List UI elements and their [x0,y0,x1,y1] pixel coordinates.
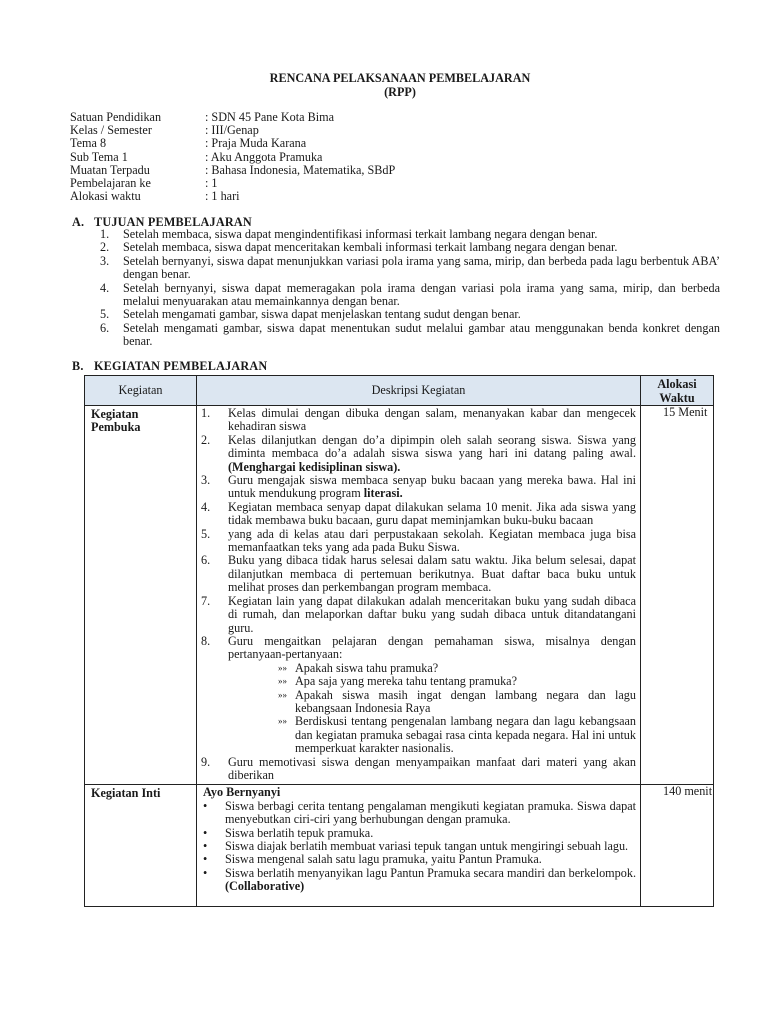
identity-label: Satuan Pendidikan [70,110,162,124]
objective-number: 2. [100,240,110,255]
table-row-inti [85,785,713,906]
activity-item [201,501,636,528]
identity-label: Tema 8 [70,136,107,151]
question-text: Apakah siswa masih ingat dengan lambang negara dan lagu kebangsaan Indonesia Raya [295,687,636,715]
identity-value: : SDN 45 Pane Kota Bima [205,110,334,124]
header-deskripsi: Deskripsi Kegiatan [197,376,641,405]
question-item [278,715,636,755]
identity-label: Alokasi waktu [70,189,141,204]
activity-number: 2. [201,432,211,447]
table-header [85,376,713,406]
bullet-icon: • [203,852,208,867]
pembuka-description [197,406,641,784]
question-item [278,662,636,675]
bullet-icon: • [203,839,208,853]
text-segment: Siswa berbagi cerita tentang pengalaman mengikuti kegiatan pramuka. Siswa dapat menyebutkan ciri-ciri yang berhubungan dengan pramuka. [225,798,636,827]
question-list [228,662,636,756]
activity-text [228,554,636,594]
document-subtitle: (RPP) [384,85,416,99]
question-text: Apa saja yang mereka tahu tentang pramuka? [295,674,517,689]
objective-number: 4. [100,280,110,295]
objective-item [100,308,720,321]
identity-label: Sub Tema 1 [70,149,128,164]
table-row-pembuka [85,406,713,785]
objective-item [100,282,720,309]
activity-text [228,434,636,474]
objective-item [100,322,720,349]
document-title: RENCANA PELAKSANAAN PEMBELAJARAN [269,71,531,85]
question-text: Apakah siswa tahu pramuka? [295,660,439,675]
text-segment: Siswa berlatih tepuk pramuka. [225,825,374,840]
header-alokasi: Alokasi Waktu [657,376,697,405]
text-segment: Siswa mengenal salah satu lagu pramuka, yaitu Pantun Pramuka. [225,852,542,867]
identity-label: Muatan Terpadu [70,162,150,177]
bold-text: literasi. [363,486,403,501]
text-segment: Guru memotivasi siswa dengan menyampaikan manfaat dari materi yang akan diberikan [228,754,636,782]
activity-paragraph [228,756,636,783]
bullet-item [201,827,636,840]
inti-subheading: Ayo Bernyanyi [203,785,281,800]
objectives-list [100,228,720,349]
activity-item [201,554,636,594]
identity-label: Kelas / Semester [70,123,152,138]
row-label-pembuka: Kegiatan Pembuka [85,406,197,784]
identity-value: : Aku Anggota Pramuka [205,149,323,164]
question-item [278,689,636,716]
text-segment: yang ada di kelas atau dari perpustakaan sekolah. Kegiatan membaca juga bisa memanfaatkan teks yang ada pada Buku Siswa. [228,526,636,555]
identity-value: : 1 hari [205,189,240,204]
activities-table [84,375,714,907]
objective-number: 6. [100,320,110,335]
bold-text: (Collaborative) [225,879,305,894]
text-segment: Kegiatan membaca senyap dapat dilakukan selama 10 menit. Jika ada siswa yang tidak membawa buku bacaan, guru dapat meminjamkan buku-buku bacaan [228,499,636,528]
text-segment: Kegiatan lain yang dapat dilakukan adalah menceritakan buku yang sudah dibaca di rumah, dan melaporkan daftar buku yang sudah dibaca untuk ditandatangani guru. [228,593,636,635]
bold-text: (Menghargai kedisiplinan siswa). [228,459,401,474]
identity-value: : Bahasa Indonesia, Matematika, SBdP [205,162,396,177]
section-b-heading [72,360,267,373]
alloc-inti: 140 menit [663,784,713,799]
activity-text [228,756,636,783]
activity-paragraph [228,635,636,662]
chevron-bullet-icon: »» [278,716,287,727]
text-segment: Siswa berlatih menyanyikan lagu Pantun Pramuka secara mandiri dan berkelompok. [225,865,636,880]
identity-label: Pembelajaran ke [70,176,151,190]
text-segment: Buku yang dibaca tidak harus selesai dalam satu waktu. Jika belum selesai, dapat dilanjutkan membaca di pertemuan berikutnya. Buat daftar baca buku untuk melihat proses dan perkembangan program membaca. [228,553,636,595]
objective-text: Setelah mengamati gambar, siswa dapat menjelaskan tentang sudut dengan benar. [123,307,521,322]
section-a-letter: A. [72,215,85,229]
activity-number: 3. [201,473,211,488]
activity-item [201,635,636,756]
bullet-text [225,867,636,894]
activity-text [228,595,636,635]
objective-number: 3. [100,253,110,268]
identity-value: : 1 [205,176,218,190]
activity-number: 8. [201,633,211,648]
objective-text: Setelah membaca, siswa dapat mengindentifikasi informasi terkait lambang negara dengan benar. [123,227,598,241]
objective-number: 1. [100,227,110,241]
text-segment: Kelas dimulai dengan dibuka dengan salam, menanyakan kabar dan mengecek kehadiran siswa [228,406,636,434]
bullet-text [225,827,636,840]
objective-item [100,228,720,241]
text-segment: Guru mengajak siswa membaca senyap buku bacaan yang mereka bawa. Hal ini untuk mendukung program [228,473,636,501]
objective-text: Setelah membaca, siswa dapat menceritakan kembali informasi terkait lambang negara dengan benar. [123,240,618,255]
bullet-item [201,867,636,894]
text-segment: Siswa diajak berlatih membuat variasi tepuk tangan untuk mengiringi sebuah lagu. [225,839,629,853]
bullet-text [225,853,636,866]
inti-description [197,785,641,906]
section-a-title: TUJUAN PEMBELAJARAN [94,215,252,229]
activity-item [201,595,636,635]
row-label-inti: Kegiatan Inti [85,785,197,906]
activity-number: 9. [201,754,211,769]
inti-bullet-list [201,800,636,894]
activity-item [201,474,636,501]
activity-paragraph [228,554,636,594]
activity-paragraph [228,501,636,528]
text-segment: Guru mengaitkan pelajaran dengan pemahaman siswa, misalnya dengan pertanyaan-pertanyaan: [228,633,636,662]
activity-number: 4. [201,499,211,514]
question-text: Berdiskusi tentang pengenalan lambang negara dan lagu kebangsaan dan kegiatan pramuka sebagai rasa cinta kepada negara. Hal ini untuk memperkuat karakter nasionalis. [295,714,636,756]
activity-number: 5. [201,526,211,541]
identity-value: : III/Genap [205,123,259,138]
objective-number: 5. [100,307,110,322]
objective-item [100,241,720,254]
bullet-text [225,840,636,853]
chevron-bullet-icon: »» [278,662,287,673]
bullet-item [201,853,636,866]
activity-number: 1. [201,406,211,420]
activity-text [228,635,636,756]
activity-text [228,474,636,501]
activity-paragraph [228,434,636,474]
text-segment: Kelas dilanjutkan dengan do’a dipimpin oleh salah seorang siswa. Siswa yang diminta membaca do’a adalah siswa siswa yang hari ini datang paling awal. [228,432,636,461]
activity-item [201,434,636,474]
activity-text [228,528,636,555]
objective-text: Setelah bernyanyi, siswa dapat memeragakan pola irama dengan variasi pola irama yang sama, mirip, dan berbeda melalui menyuarakan atau memainkannya dengan benar. [123,280,720,309]
question-item [278,675,636,688]
bullet-text [225,800,636,827]
activity-number: 6. [201,553,211,568]
activity-text [228,501,636,528]
activity-number: 7. [201,593,211,608]
alloc-pembuka: 15 Menit [663,405,708,419]
activity-paragraph [228,474,636,501]
activity-paragraph [228,528,636,555]
activity-paragraph [228,595,636,635]
section-b-title: KEGIATAN PEMBELAJARAN [94,359,268,373]
bullet-item [201,840,636,853]
bullet-icon: • [203,825,208,840]
objective-text: Setelah bernyanyi, siswa dapat menunjukkan variasi pola irama yang sama, mirip, dan berbeda pada lagu berbentuk ABA’ dengan benar. [123,253,720,282]
activity-item [201,528,636,555]
bullet-icon: • [203,798,208,813]
chevron-bullet-icon: »» [278,676,287,687]
section-b-letter: B. [72,359,84,373]
chevron-bullet-icon: »» [278,689,287,700]
activity-paragraph [228,407,636,434]
header-kegiatan: Kegiatan [85,376,197,405]
objective-item [100,255,720,282]
activity-text [228,407,636,434]
activity-item [201,756,636,783]
bullet-icon: • [203,865,208,880]
activity-item [201,407,636,434]
bullet-item [201,800,636,827]
objective-text: Setelah mengamati gambar, siswa dapat menentukan sudut melalui gambar atau menggunakan benda konkret dengan benar. [123,320,720,349]
identity-value: : Praja Muda Karana [205,136,307,151]
